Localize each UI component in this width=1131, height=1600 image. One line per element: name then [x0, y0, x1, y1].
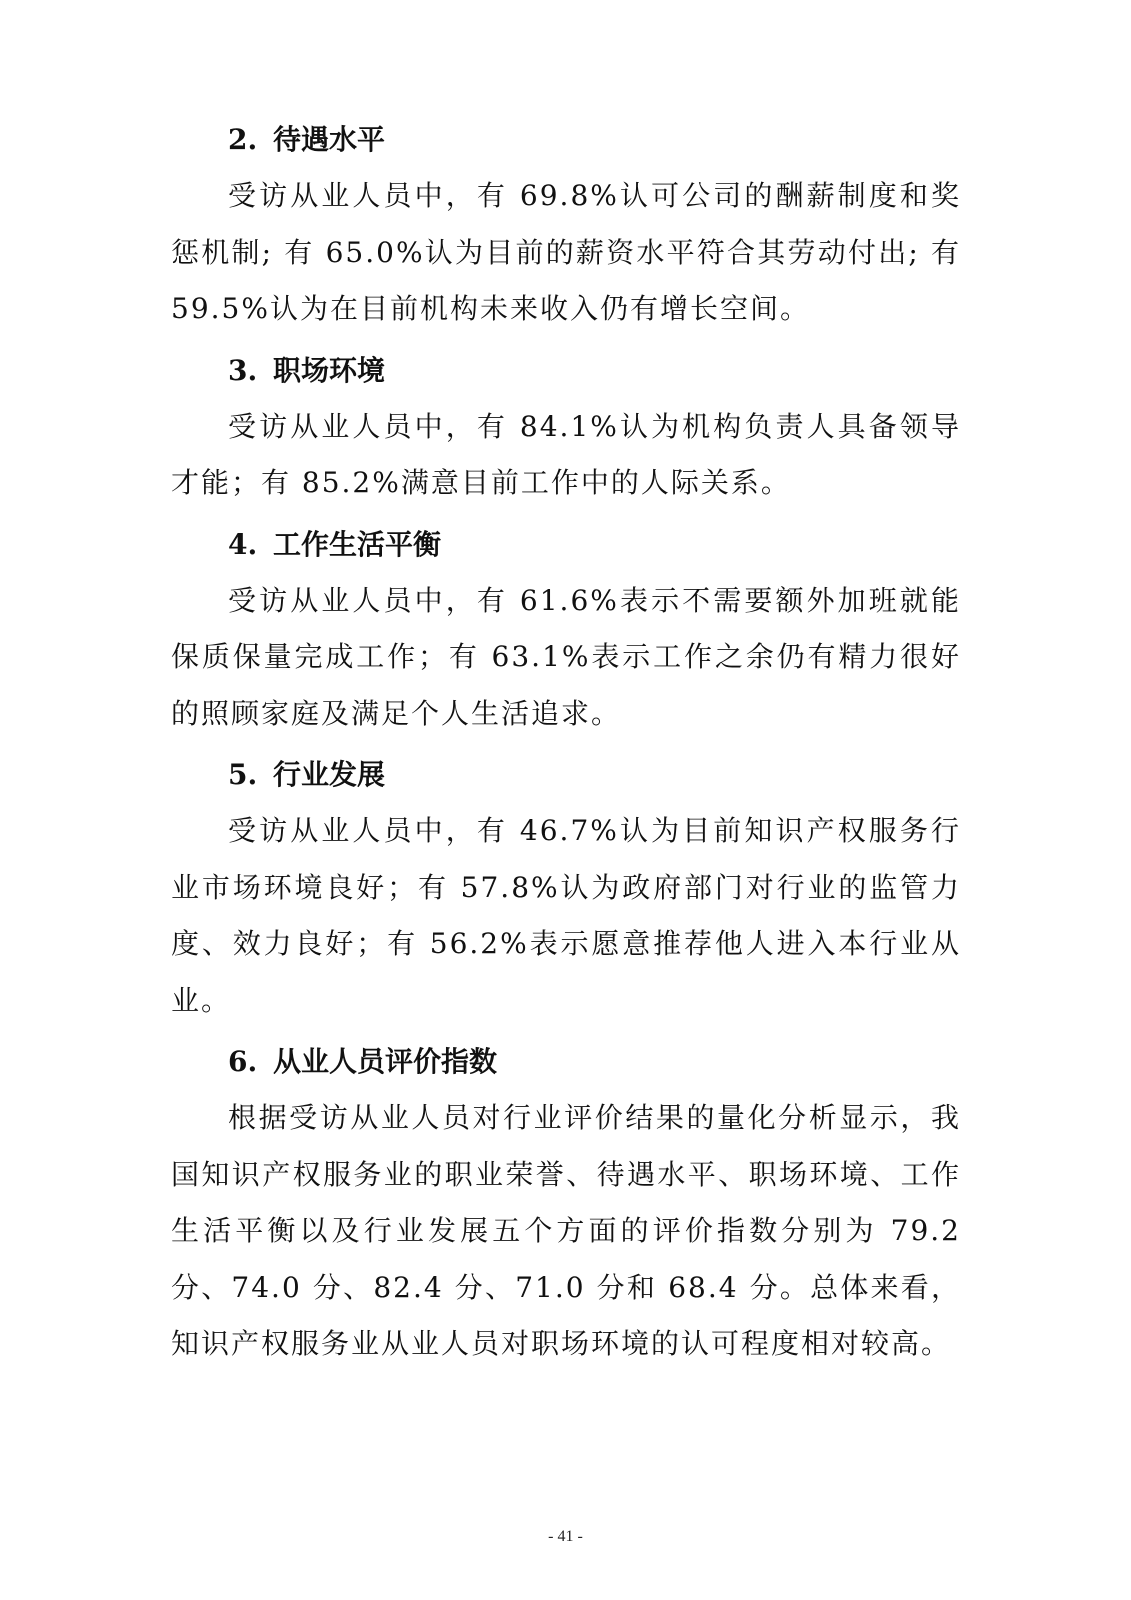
section-number: 2. [228, 123, 258, 156]
section-heading-6 [171, 1034, 961, 1090]
section-title: 行业发展 [273, 758, 386, 791]
section-number: 5. [228, 758, 258, 791]
section-title: 待遇水平 [273, 123, 386, 156]
section-paragraph-3: 受访从业人员中，有 84.1%认为机构负责人具备领导才能；有 85.2%满意目前工作中的人际关系。 [171, 409, 961, 499]
section-heading-4 [171, 517, 961, 573]
section-title: 工作生活平衡 [273, 527, 442, 561]
section-heading-2 [171, 112, 961, 168]
section-number: 6. [228, 1045, 258, 1078]
section-paragraph-4: 受访从业人员中，有 61.6%表示不需要额外加班就能保质保量完成工作；有 63.1%表示工作之余仍有精力很好的照顾家庭及满足个人生活追求。 [171, 583, 961, 730]
section-number: 4. [228, 527, 258, 561]
section-title: 职场环境 [273, 353, 386, 387]
section-title: 从业人员评价指数 [273, 1045, 498, 1078]
section-heading-5 [171, 747, 961, 803]
page-content [171, 112, 961, 1378]
section-number: 3. [228, 353, 258, 387]
section-paragraph-2: 受访从业人员中，有 69.8%认可公司的酬薪制度和奖惩机制; 有 65.0%认为目前的薪资水平符合其劳动付出; 有 59.5%认为在目前机构未来收入仍有增长空间。 [171, 179, 961, 325]
section-heading-3 [171, 343, 961, 399]
section-paragraph-5: 受访从业人员中，有 46.7%认为目前知识产权服务行业市场环境良好；有 57.8%认为政府部门对行业的监管力度、效力良好；有 56.2%表示愿意推荐他人进入本行业从业。 [171, 814, 961, 1017]
page-number: - 41 - [548, 1528, 583, 1545]
section-paragraph-6: 根据受访从业人员对行业评价结果的量化分析显示，我国知识产权服务业的职业荣誉、待遇水平、职场环境、工作生活平衡以及行业发展五个方面的评价指数分别为 79.2 分、74.0 分、82.4 分、71.0 分和 68.4 分。总体来看，知识产权服务业从业人员对职场环境的认可程度相对较高。 [171, 1101, 961, 1360]
